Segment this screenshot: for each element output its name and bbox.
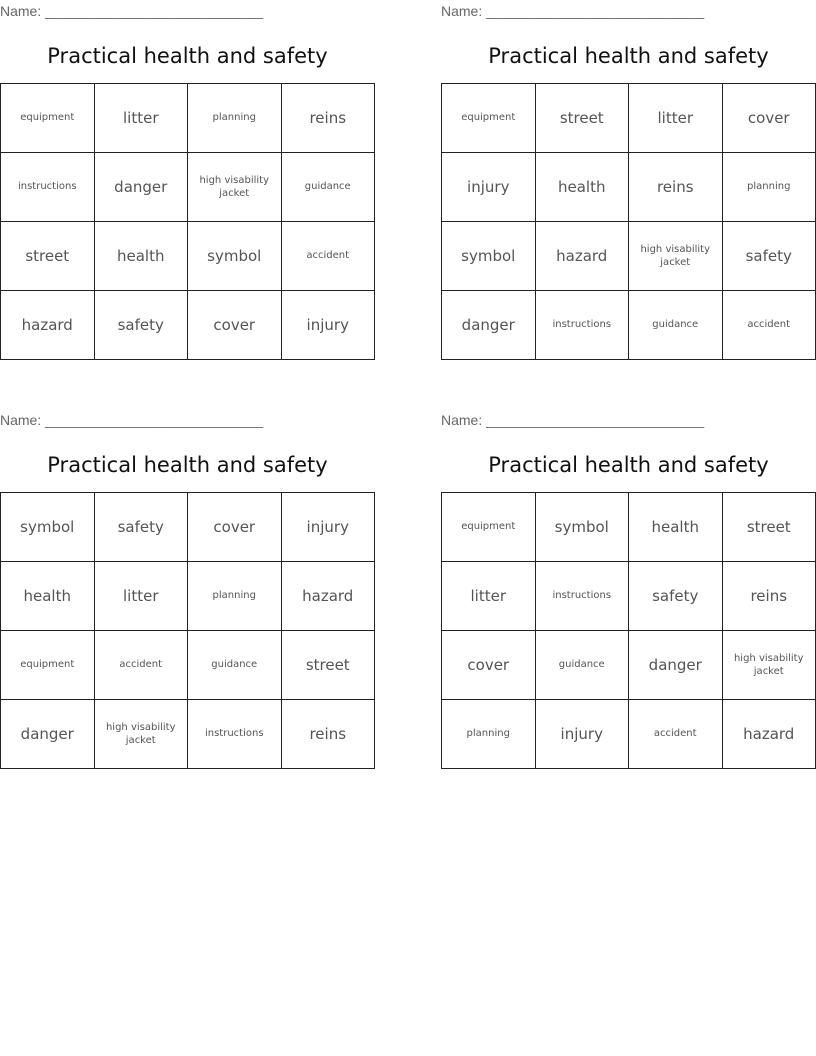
grid-row [442, 631, 816, 700]
card-title: Practical health and safety [47, 453, 328, 477]
bingo-cell: danger [442, 291, 536, 360]
bingo-cell: accident [281, 222, 375, 291]
bingo-cell: accident [722, 291, 816, 360]
name-field-line: Name: ____________________________ [0, 3, 264, 19]
bingo-cell: cover [442, 631, 536, 700]
bingo-cell: planning [188, 562, 282, 631]
bingo-cell: danger [94, 153, 188, 222]
grid-row [1, 153, 375, 222]
bingo-cell: cover [188, 291, 282, 360]
bingo-cell: litter [94, 84, 188, 153]
bingo-cell: reins [281, 84, 375, 153]
grid-row [1, 84, 375, 153]
bingo-cell: guidance [281, 153, 375, 222]
bingo-cell: guidance [629, 291, 723, 360]
bingo-grid [441, 83, 816, 360]
bingo-cell: instructions [535, 291, 629, 360]
grid-row [1, 700, 375, 769]
bingo-cell: symbol [442, 222, 536, 291]
grid-row [442, 84, 816, 153]
bingo-cell: accident [94, 631, 188, 700]
bingo-cell: litter [94, 562, 188, 631]
bingo-cell: safety [629, 562, 723, 631]
grid-row [442, 700, 816, 769]
bingo-cell: instructions [1, 153, 95, 222]
bingo-cell: health [629, 493, 723, 562]
bingo-cell: safety [722, 222, 816, 291]
grid-row [1, 631, 375, 700]
bingo-cell: high visability jacket [188, 153, 282, 222]
bingo-cell: symbol [535, 493, 629, 562]
bingo-cell: hazard [281, 562, 375, 631]
bingo-cell: cover [722, 84, 816, 153]
bingo-cell: instructions [535, 562, 629, 631]
bingo-cell: reins [281, 700, 375, 769]
bingo-cell: high visability jacket [722, 631, 816, 700]
grid-row [442, 493, 816, 562]
bingo-cell: cover [188, 493, 282, 562]
bingo-cell: health [1, 562, 95, 631]
bingo-grid [0, 492, 375, 769]
bingo-cell: equipment [1, 631, 95, 700]
name-field-line: Name: ____________________________ [441, 412, 705, 428]
bingo-cell: injury [535, 700, 629, 769]
bingo-cell: planning [188, 84, 282, 153]
bingo-cell: street [281, 631, 375, 700]
bingo-grid [0, 83, 375, 360]
grid-row [1, 562, 375, 631]
bingo-cell: litter [442, 562, 536, 631]
bingo-cell: symbol [188, 222, 282, 291]
name-field-line: Name: ____________________________ [0, 412, 264, 428]
bingo-cell: injury [281, 291, 375, 360]
bingo-cell: health [535, 153, 629, 222]
bingo-cell: street [722, 493, 816, 562]
grid-row [442, 153, 816, 222]
bingo-cell: symbol [1, 493, 95, 562]
bingo-cell: equipment [1, 84, 95, 153]
bingo-grid [441, 492, 816, 769]
bingo-cell: health [94, 222, 188, 291]
bingo-cell: safety [94, 493, 188, 562]
grid-row [1, 222, 375, 291]
name-field-line: Name: ____________________________ [441, 3, 705, 19]
grid-row [442, 222, 816, 291]
bingo-cell: street [1, 222, 95, 291]
grid-row [442, 562, 816, 631]
bingo-cell: safety [94, 291, 188, 360]
bingo-cell: danger [629, 631, 723, 700]
bingo-cell: guidance [535, 631, 629, 700]
bingo-cell: guidance [188, 631, 282, 700]
card-title: Practical health and safety [47, 44, 328, 68]
card-title: Practical health and safety [488, 44, 769, 68]
bingo-cell: equipment [442, 84, 536, 153]
bingo-cell: high visability jacket [629, 222, 723, 291]
bingo-cell: hazard [1, 291, 95, 360]
bingo-cell: danger [1, 700, 95, 769]
bingo-cell: litter [629, 84, 723, 153]
bingo-cell: equipment [442, 493, 536, 562]
bingo-cell: planning [442, 700, 536, 769]
bingo-cell: high visability jacket [94, 700, 188, 769]
bingo-cell: reins [629, 153, 723, 222]
bingo-cell: hazard [535, 222, 629, 291]
grid-row [1, 493, 375, 562]
bingo-cell: injury [442, 153, 536, 222]
grid-row [1, 291, 375, 360]
bingo-cell: accident [629, 700, 723, 769]
bingo-cell: injury [281, 493, 375, 562]
bingo-cell: hazard [722, 700, 816, 769]
bingo-cell: planning [722, 153, 816, 222]
card-title: Practical health and safety [488, 453, 769, 477]
grid-row [442, 291, 816, 360]
bingo-cell: reins [722, 562, 816, 631]
bingo-cell: instructions [188, 700, 282, 769]
bingo-cell: street [535, 84, 629, 153]
